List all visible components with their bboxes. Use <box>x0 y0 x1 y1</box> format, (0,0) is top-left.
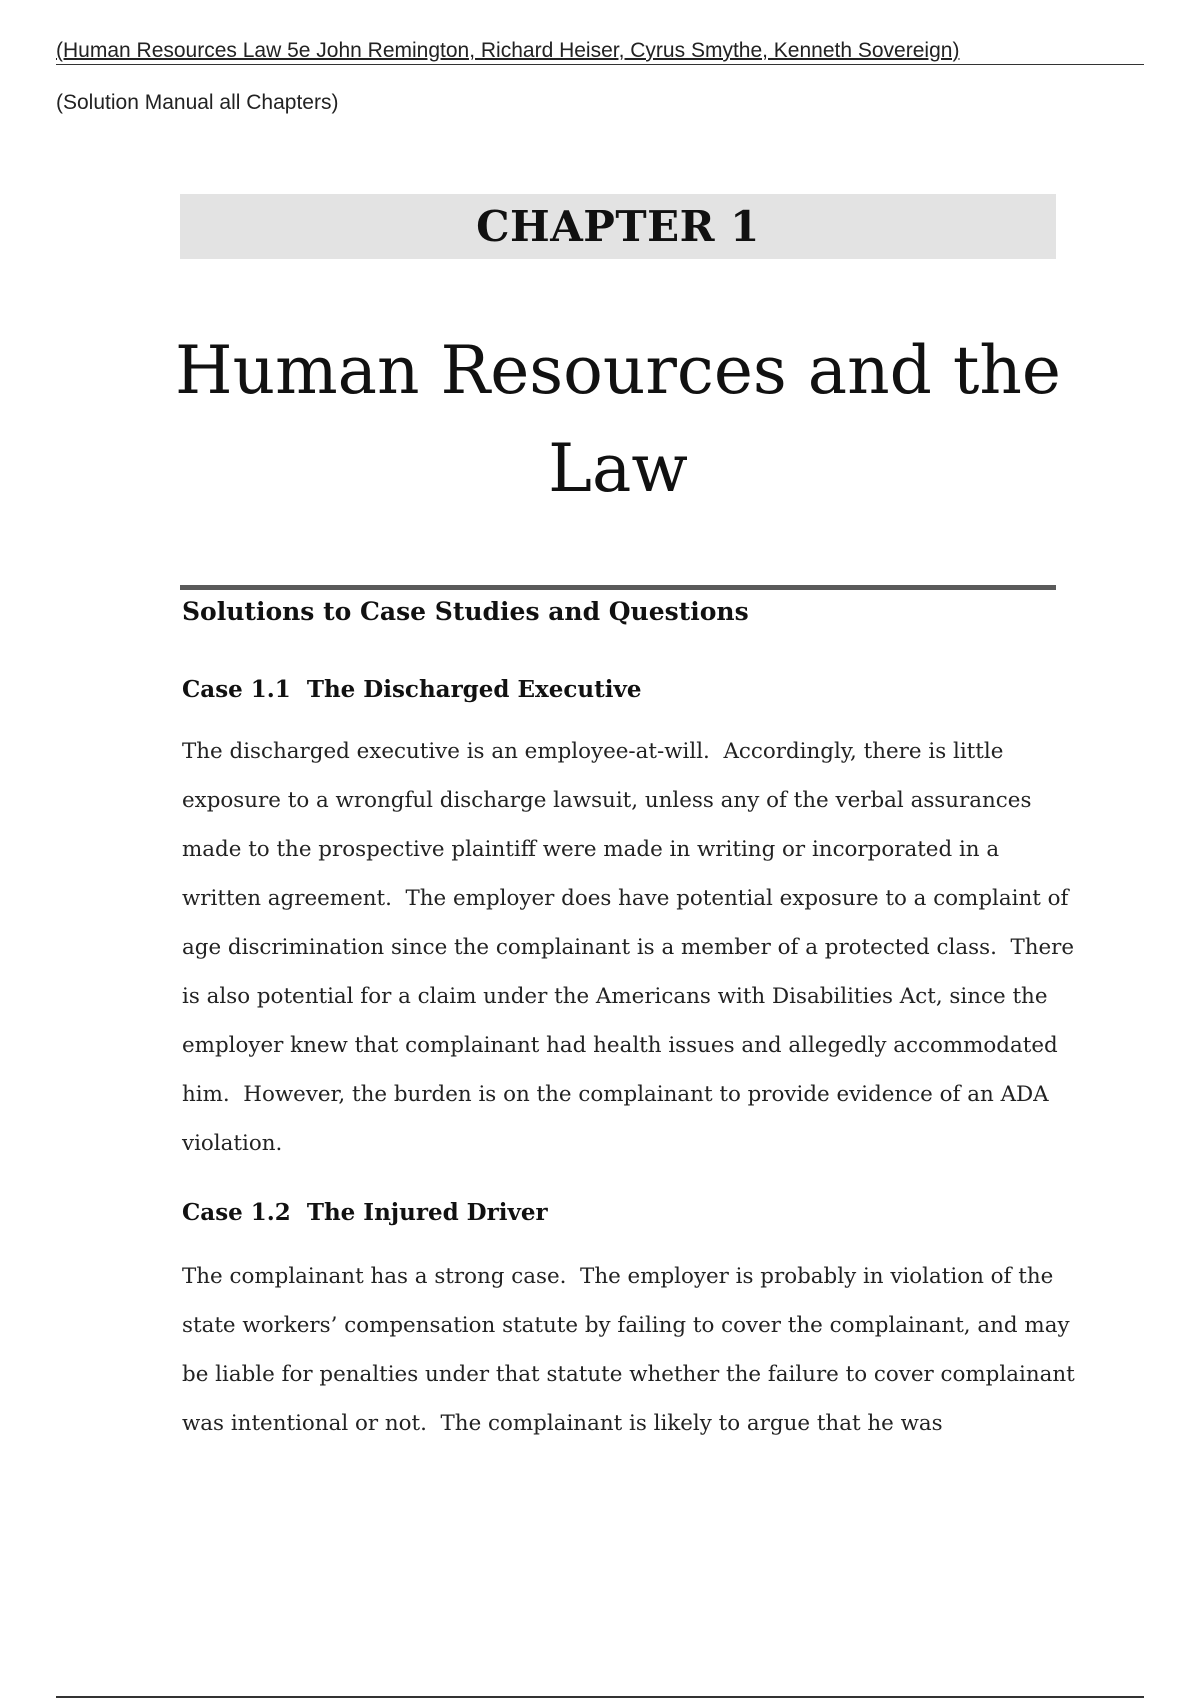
case-body-1-1 <box>182 727 1075 1168</box>
section-heading: Solutions to Case Studies and Questions <box>182 597 749 626</box>
chapter-label: CHAPTER 1 <box>476 202 760 251</box>
paragraph-line: employer knew that complainant had health issues and allegedly accommodated <box>182 1033 1058 1058</box>
paragraph-line: exposure to a wrongful discharge lawsuit, unless any of the verbal assurances <box>182 788 1032 813</box>
case-heading-1-2: Case 1.2 The Injured Driver <box>182 1199 548 1226</box>
document-subtitle: (Solution Manual all Chapters) <box>56 91 339 114</box>
paragraph-line: age discrimination since the complainant is a member of a protected class. There <box>182 935 1075 960</box>
paragraph-line: state workers’ compensation statute by failing to cover the complainant, and may <box>182 1313 1070 1338</box>
paragraph-line: The discharged executive is an employee-at-will. Accordingly, there is little <box>182 739 1004 764</box>
paragraph-line: violation. <box>182 1131 283 1156</box>
citation-text: (Human Resources Law 5e John Remington, Richard Heiser, Cyrus Smythe, Kenneth Sovereign) <box>56 39 960 62</box>
section-divider <box>180 585 1056 590</box>
paragraph-line: was intentional or not. The complainant is likely to argue that he was <box>182 1411 943 1436</box>
paragraph-line: made to the prospective plaintiff were made in writing or incorporated in a <box>182 837 1000 862</box>
paragraph-line: written agreement. The employer does have potential exposure to a complaint of <box>182 886 1069 911</box>
paragraph-line: is also potential for a claim under the Americans with Disabilities Act, since the <box>182 984 1048 1009</box>
case-heading-1-1: Case 1.1 The Discharged Executive <box>182 676 642 703</box>
case-body-1-2 <box>182 1252 1075 1448</box>
chapter-band <box>180 194 1056 259</box>
footer-rule <box>56 1696 1144 1698</box>
paragraph-line: him. However, the burden is on the complainant to provide evidence of an ADA <box>182 1082 1049 1107</box>
chapter-title: Human Resources and the Law <box>175 332 1061 507</box>
paragraph-line: be liable for penalties under that statute whether the failure to cover complainant <box>182 1362 1075 1387</box>
paragraph-line: The complainant has a strong case. The employer is probably in violation of the <box>182 1264 1054 1289</box>
document-citation-header <box>56 38 1144 65</box>
